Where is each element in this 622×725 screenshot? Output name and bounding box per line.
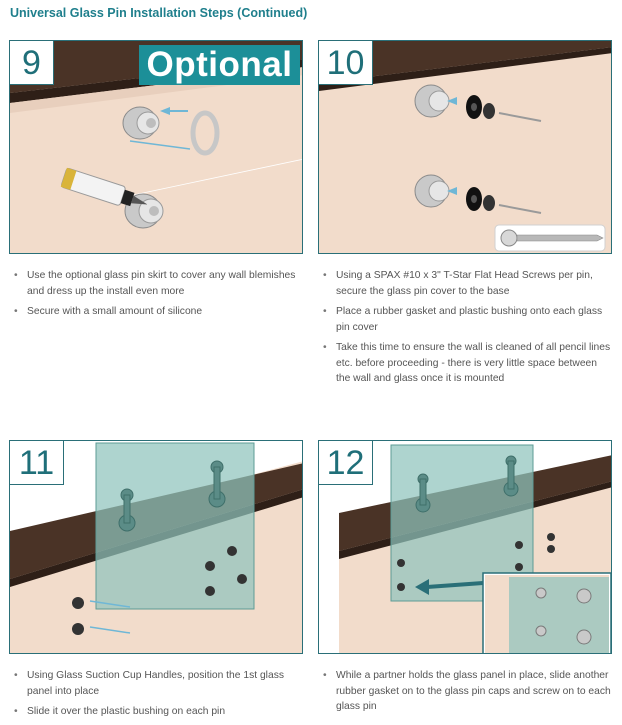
step-10-illustration [318,40,612,254]
step-9-illustration [9,40,303,254]
page-title: Universal Glass Pin Installation Steps (Continued) [10,6,308,20]
instruction-item: • Place a rubber gasket and plastic bushing onto each glass pin cover [319,304,611,335]
step-number: 9 [10,41,54,85]
instruction-item: • Use the optional glass pin skirt to cover any wall blemishes and dress up the install even more [10,268,300,299]
instruction-item: • Using Glass Suction Cup Handles, position the 1st glass panel into place [10,668,302,699]
instruction-item: • Take this time to ensure the wall is cleaned of all pencil lines etc. before proceeding - there is very little space between the wall and glass once it is mounted [319,340,611,387]
instruction-item: • Slide it over the plastic bushing on each pin [10,704,302,720]
step-11-instructions [10,668,302,725]
instruction-item: • While a partner holds the glass panel in place, slide another rubber gasket on to the glass pin caps and screw on to each glass pin [319,668,611,715]
step-number: 11 [10,441,64,485]
step-number: 10 [319,41,373,85]
step-number: 12 [319,441,373,485]
step-12-illustration [318,440,612,654]
step-12-instructions [319,668,611,720]
step-11-illustration [9,440,303,654]
instruction-item: • Using a SPAX #10 x 3" T-Star Flat Head Screws per pin, secure the glass pin cover to the base [319,268,611,299]
step-9-instructions [10,268,300,325]
optional-badge: Optional [139,45,300,85]
step-10-instructions [319,268,611,392]
instruction-item: • Secure with a small amount of silicone [10,304,300,320]
